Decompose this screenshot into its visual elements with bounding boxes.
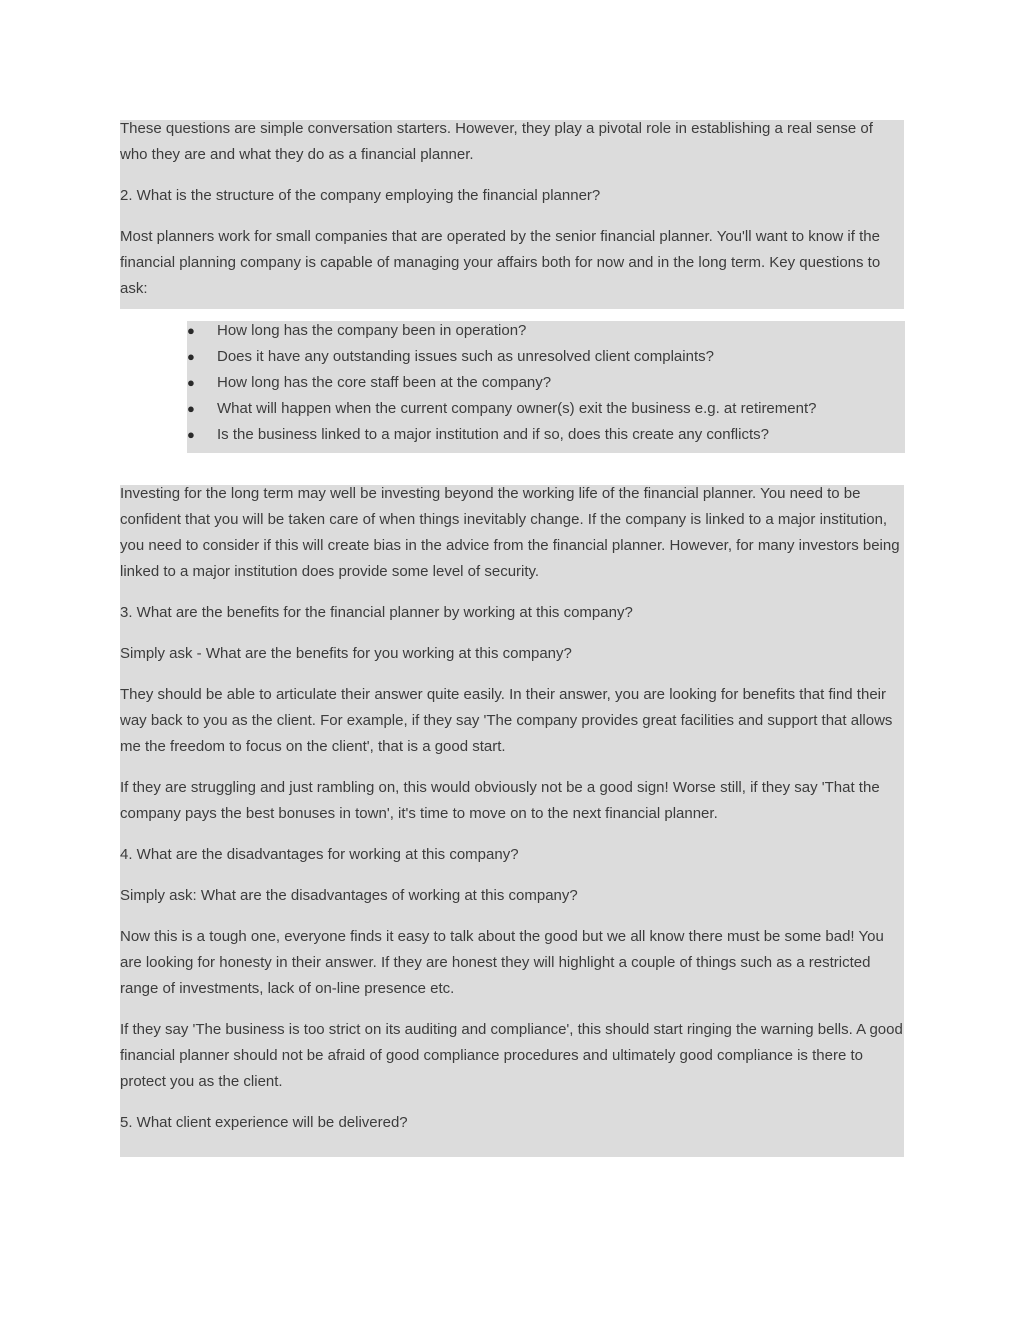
list-item: [187, 370, 816, 396]
benefits-answer-paragraph: They should be able to articulate their answer quite easily. In their answer, you are looking for benefits that find their way back to you as the client. For example, if they say 'The company provides great facilities and support that allows me the freedom to focus on the client', that is a good start.: [120, 686, 893, 755]
compliance-paragraph: If they say 'The business is too strict on its auditing and compliance', this should start ringing the warning bells. A good financial planner should not be afraid of good compliance procedures and ultimately good compliance is there to protect you as the client.: [120, 1021, 903, 1090]
list-item-text: How long has the core staff been at the company?: [217, 374, 552, 391]
list-item-text: What will happen when the current company owner(s) exit the business e.g. at retirement?: [217, 400, 817, 417]
main-content-section: [120, 485, 904, 1157]
list-item-text: Does it have any outstanding issues such as unresolved client complaints?: [217, 348, 714, 365]
bullet-icon: ●: [187, 349, 195, 364]
list-item: [187, 318, 816, 344]
key-questions-list: [187, 318, 816, 448]
question-5-heading: 5. What client experience will be delivered?: [120, 1114, 408, 1131]
company-structure-paragraph: Most planners work for small companies that are operated by the senior financial planner. You'll want to know if the financial planning company is capable of managing your affairs both for now and in the long term. Key questions to ask:: [120, 228, 881, 297]
long-term-paragraph: Investing for the long term may well be investing beyond the working life of the financial planner. You need to be confident that you will be taken care of when things inevitably change. If the company is linked to a major institution, you need to consider if this will create bias in the advice from the financial planner. However, for many investors being linked to a major institution does provide some level of security.: [120, 485, 900, 580]
question-2-heading: 2. What is the structure of the company employing the financial planner?: [120, 187, 601, 204]
list-item-text: How long has the company been in operation?: [217, 322, 527, 339]
ask-benefits-paragraph: Simply ask - What are the benefits for you working at this company?: [120, 645, 572, 662]
list-item: [187, 422, 816, 448]
ask-disadvantages-paragraph: Simply ask: What are the disadvantages of working at this company?: [120, 887, 578, 904]
intro-section: [120, 120, 904, 309]
list-item-text: Is the business linked to a major institution and if so, does this create any conflicts?: [217, 426, 769, 443]
bullet-icon: ●: [187, 401, 195, 416]
question-3-heading: 3. What are the benefits for the financial planner by working at this company?: [120, 604, 633, 621]
benefits-warning-paragraph: If they are struggling and just rambling on, this would obviously not be a good sign! Worse still, if they say 'That the company pays the best bonuses in town', it's time to move on to the next financial planner.: [120, 779, 880, 822]
bullet-icon: ●: [187, 375, 195, 390]
intro-paragraph: These questions are simple conversation starters. However, they play a pivotal role in establishing a real sense of who they are and what they do as a financial planner.: [120, 120, 873, 163]
disadvantages-answer-paragraph: Now this is a tough one, everyone finds it easy to talk about the good but we all know there must be some bad! You are looking for honesty in their answer. If they are honest they will highlight a couple of things such as a restricted range of investments, lack of on-line presence etc.: [120, 928, 884, 997]
bullet-icon: ●: [187, 427, 195, 442]
list-item: [187, 396, 816, 422]
list-item: [187, 344, 816, 370]
key-questions-list-section: [187, 321, 905, 453]
question-4-heading: 4. What are the disadvantages for working at this company?: [120, 846, 519, 863]
bullet-icon: ●: [187, 323, 195, 338]
